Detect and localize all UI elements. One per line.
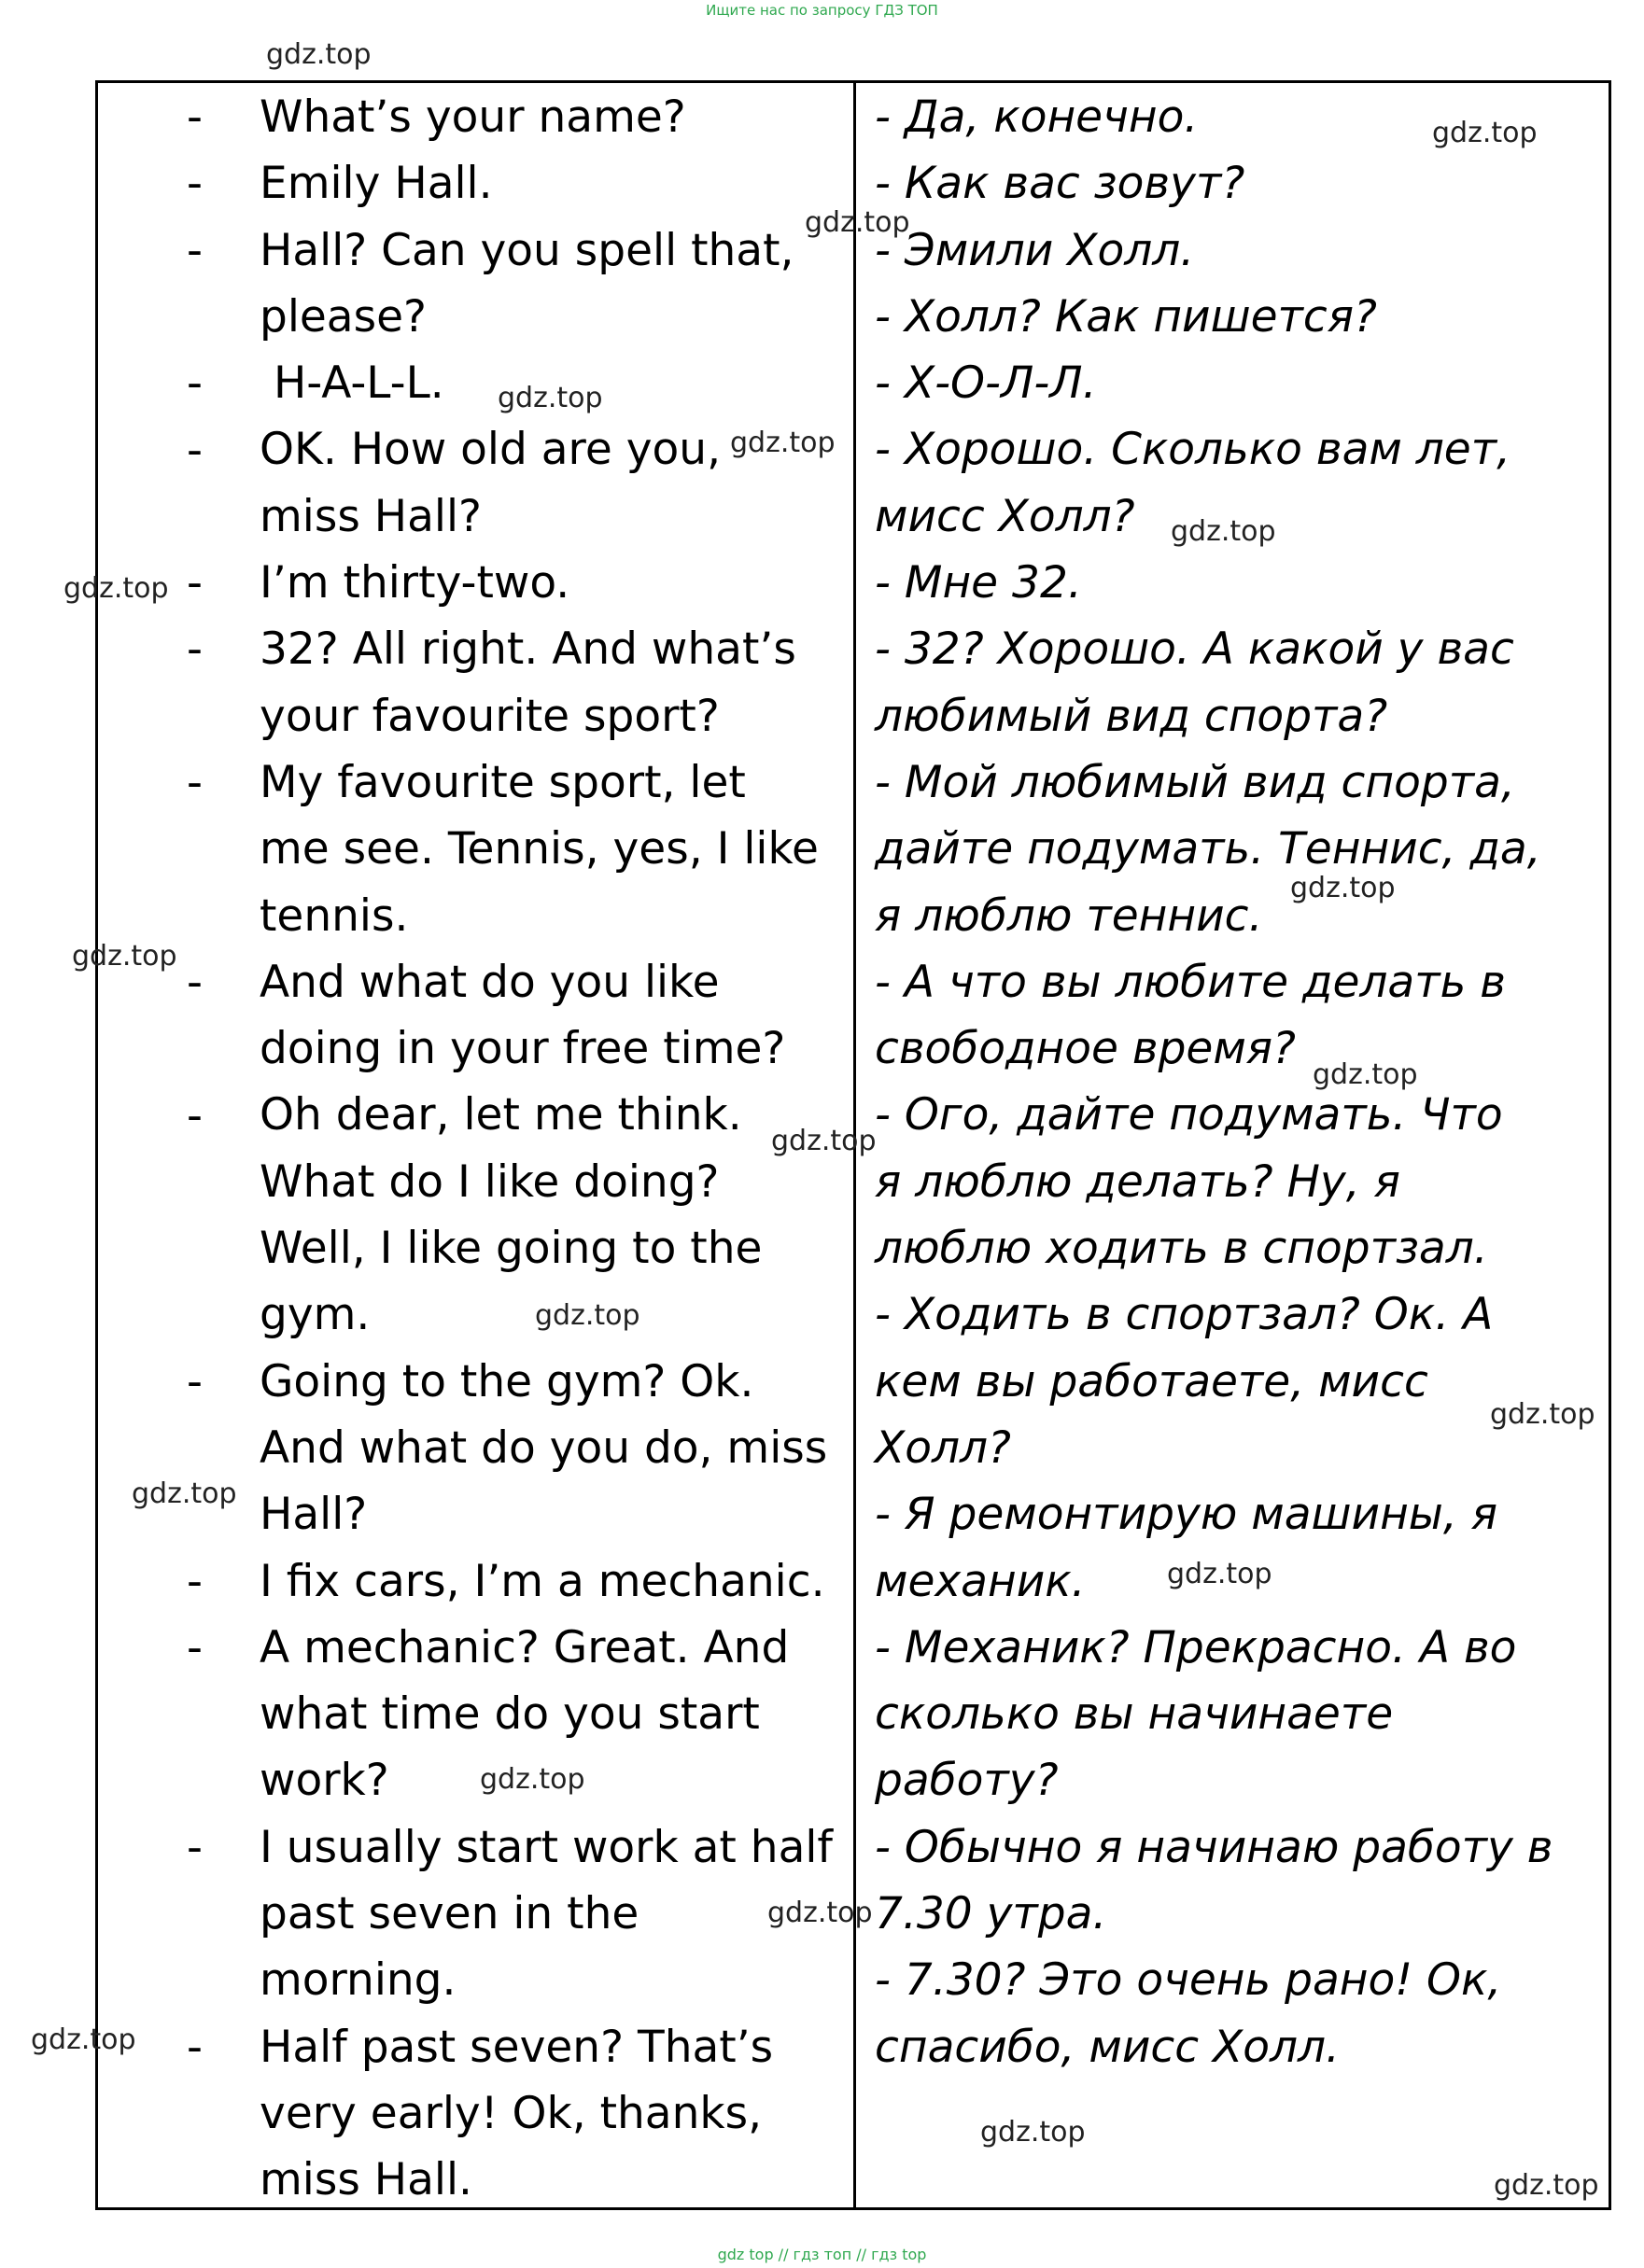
dash-marker: - xyxy=(187,1089,203,1141)
dash-marker: - xyxy=(187,557,203,609)
search-hint-banner: Ищите нас по запросу ГДЗ ТОП xyxy=(706,2,938,19)
english-line: I’m thirty-two. xyxy=(260,557,570,609)
watermark: gdz.top xyxy=(1494,2169,1599,2202)
watermark: gdz.top xyxy=(1167,1558,1272,1590)
russian-line: - Механик? Прекрасно. А во xyxy=(875,1621,1517,1673)
english-line: I fix cars, I’m a mechanic. xyxy=(260,1555,825,1607)
footer-banner: gdz top // гдз топ // гдз top xyxy=(717,2246,927,2263)
russian-line: я люблю делать? Ну, я xyxy=(875,1155,1400,1208)
watermark: gdz.top xyxy=(1490,1398,1595,1431)
english-line: Hall? xyxy=(260,1489,368,1541)
english-line: past seven in the xyxy=(260,1888,639,1940)
russian-line: - Мне 32. xyxy=(875,557,1082,609)
russian-line: - Ходить в спортзал? Ок. А xyxy=(875,1289,1494,1341)
russian-line: - 7.30? Это очень рано! Ок, xyxy=(875,1954,1502,2007)
watermark: gdz.top xyxy=(31,2023,136,2056)
dash-marker: - xyxy=(187,956,203,1008)
dash-marker: - xyxy=(187,1621,203,1673)
russian-line: мисс Холл? xyxy=(875,490,1135,542)
russian-line: - Я ремонтирую машины, я xyxy=(875,1489,1498,1541)
english-line: 32? All right. And what’s xyxy=(260,623,796,676)
russian-line: 7.30 утра. xyxy=(875,1888,1107,1940)
english-line: What’s your name? xyxy=(260,91,686,143)
english-line: tennis. xyxy=(260,889,409,942)
english-line: And what do you like xyxy=(260,956,720,1008)
watermark: gdz.top xyxy=(498,382,603,414)
russian-line: - Мой любимый вид спорта, xyxy=(875,756,1515,808)
dash-marker: - xyxy=(187,1555,203,1607)
english-line: What do I like doing? xyxy=(260,1155,720,1208)
english-line: And what do you do, miss xyxy=(260,1421,828,1474)
english-line: please? xyxy=(260,290,427,343)
russian-line: - Ого, дайте подумать. Что xyxy=(875,1089,1503,1141)
english-line: me see. Tennis, yes, I like xyxy=(260,823,819,875)
english-line: very early! Ok, thanks, xyxy=(260,2087,763,2139)
russian-line: кем вы работаете, мисс xyxy=(875,1355,1428,1407)
dash-marker: - xyxy=(187,91,203,143)
russian-line: - Обычно я начинаю работу в xyxy=(875,1821,1553,1873)
english-line: Emily Hall. xyxy=(260,158,493,210)
watermark: gdz.top xyxy=(72,940,177,973)
english-line: OK. How old are you, xyxy=(260,424,722,476)
russian-line: - Х-О-Л-Л. xyxy=(875,357,1097,410)
russian-line: люблю ходить в спортзал. xyxy=(875,1223,1488,1275)
russian-line: дайте подумать. Теннис, да, xyxy=(875,823,1541,875)
russian-line: - 32? Хорошо. А какой у вас xyxy=(875,623,1514,676)
russian-line: - Хорошо. Сколько вам лет, xyxy=(875,424,1511,476)
russian-line: - Холл? Как пишется? xyxy=(875,290,1377,343)
watermark: gdz.top xyxy=(266,38,372,71)
russian-line: Холл? xyxy=(875,1421,1011,1474)
english-line: miss Hall. xyxy=(260,2154,472,2206)
dash-marker: - xyxy=(187,1355,203,1407)
dash-marker: - xyxy=(187,623,203,676)
watermark: gdz.top xyxy=(1290,872,1396,904)
russian-line: сколько вы начинаете xyxy=(875,1688,1394,1741)
english-line: I usually start work at half xyxy=(260,1821,833,1873)
watermark: gdz.top xyxy=(535,1299,640,1332)
watermark: gdz.top xyxy=(1432,117,1538,149)
russian-line: - Эмили Холл. xyxy=(875,224,1195,276)
watermark: gdz.top xyxy=(980,2116,1086,2149)
russian-line: - А что вы любите делать в xyxy=(875,956,1506,1008)
russian-line: - Да, конечно. xyxy=(875,91,1199,143)
watermark: gdz.top xyxy=(805,206,910,239)
watermark: gdz.top xyxy=(1171,515,1276,548)
english-line: Going to the gym? Ok. xyxy=(260,1355,754,1407)
dash-marker: - xyxy=(187,357,203,410)
dash-marker: - xyxy=(187,1821,203,1873)
english-line: doing in your free time? xyxy=(260,1023,786,1075)
english-line: Oh dear, let me think. xyxy=(260,1089,742,1141)
dash-marker: - xyxy=(187,158,203,210)
russian-line: любимый вид спорта? xyxy=(875,690,1388,742)
english-line: work? xyxy=(260,1755,389,1807)
russian-line: я люблю теннис. xyxy=(875,889,1263,942)
russian-line: свободное время? xyxy=(875,1023,1296,1075)
watermark: gdz.top xyxy=(63,572,169,605)
watermark: gdz.top xyxy=(480,1763,585,1796)
watermark: gdz.top xyxy=(132,1477,237,1510)
russian-line: спасибо, мисс Холл. xyxy=(875,2021,1340,2073)
watermark: gdz.top xyxy=(1313,1058,1418,1091)
dash-marker: - xyxy=(187,224,203,276)
english-line: A mechanic? Great. And xyxy=(260,1621,790,1673)
english-line: miss Hall? xyxy=(260,490,482,542)
english-line: gym. xyxy=(260,1289,371,1341)
russian-line: механик. xyxy=(875,1555,1086,1607)
dash-marker: - xyxy=(187,757,203,808)
watermark: gdz.top xyxy=(771,1125,877,1157)
english-line: what time do you start xyxy=(260,1688,760,1741)
english-line: your favourite sport? xyxy=(260,690,720,742)
english-line: My favourite sport, let xyxy=(260,756,746,808)
english-line: Hall? Can you spell that, xyxy=(260,224,794,276)
russian-line: работу? xyxy=(875,1755,1059,1807)
dash-marker: - xyxy=(187,2021,203,2073)
english-line: Half past seven? That’s xyxy=(260,2021,774,2073)
watermark: gdz.top xyxy=(730,427,836,459)
russian-line: - Как вас зовут? xyxy=(875,158,1245,210)
russian-column xyxy=(875,84,1603,2080)
watermark: gdz.top xyxy=(767,1897,873,1929)
english-line: Well, I like going to the xyxy=(260,1223,763,1275)
english-line: H-A-L-L. xyxy=(260,357,444,410)
dash-marker: - xyxy=(187,424,203,476)
english-line: morning. xyxy=(260,1954,457,2007)
